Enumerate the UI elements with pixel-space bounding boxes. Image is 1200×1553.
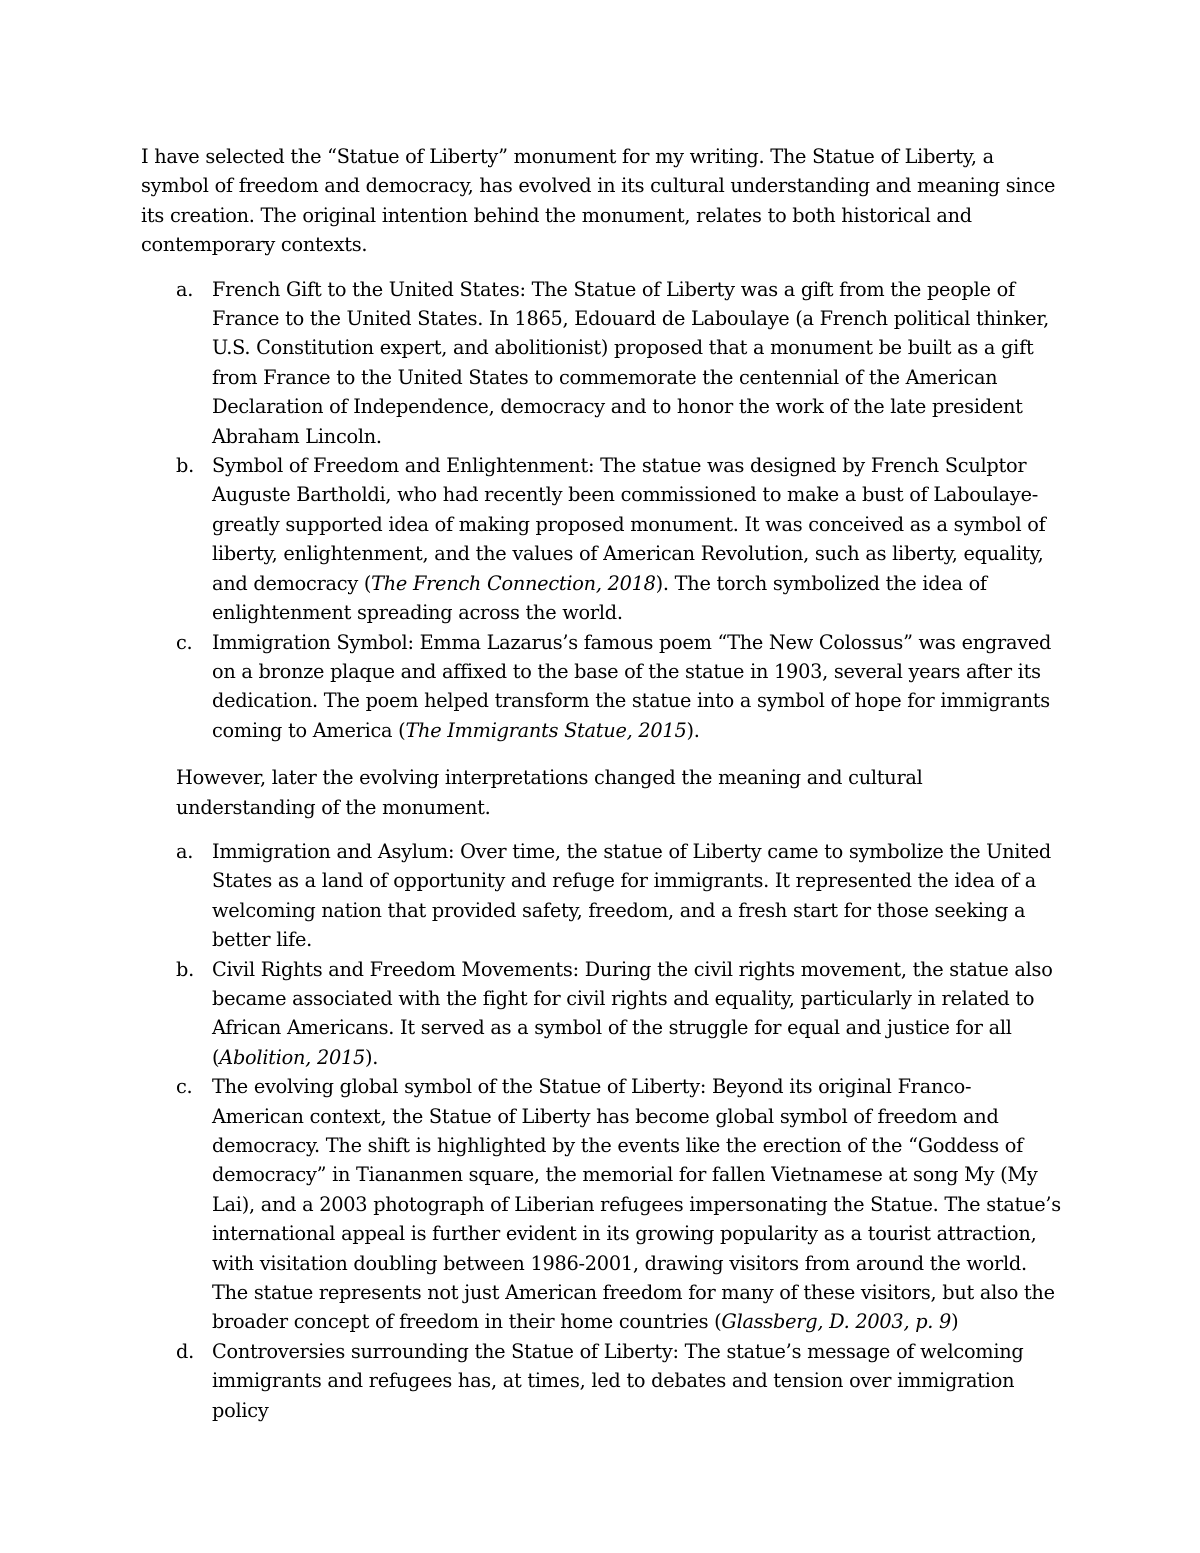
list-item bbox=[141, 451, 1061, 627]
document-body bbox=[141, 142, 1061, 1425]
list-marker: d. bbox=[176, 1339, 194, 1363]
list-item-text: Controversies surrounding the Statue of Liberty: The statue’s message of welcoming immigrants and refugees has, at times, led to debates and tension over immigration policy bbox=[212, 1339, 1024, 1422]
list-marker: a. bbox=[176, 277, 194, 301]
list-marker: b. bbox=[176, 454, 194, 478]
citation: The French Connection, 2018 bbox=[371, 571, 656, 595]
list-marker: b. bbox=[176, 957, 194, 981]
list-item-text: French Gift to the United States: The Statue of Liberty was a gift from the people of France to the United States. In 1865, Edouard de Laboulaye (a French political thinker, U.S. Constitution expert, and abolitionist) proposed that a monument be built as a gift from France to the United States to commemorate the centennial of the American Declaration of Independence, democracy and to honor the work of the late president Abraham Lincoln. bbox=[212, 277, 1050, 448]
evolving-interpretations-list bbox=[141, 837, 1061, 1425]
list-item-text: ). bbox=[686, 718, 700, 742]
citation: Glassberg, D. 2003, p. 9 bbox=[721, 1310, 952, 1334]
citation: The Immigrants Statue, 2015 bbox=[405, 718, 687, 742]
list-marker: a. bbox=[176, 839, 194, 863]
list-item bbox=[141, 1337, 1061, 1425]
list-item-text: Civil Rights and Freedom Movements: During the civil rights movement, the statue also became associated with the fight for civil rights and equality, particularly in related to African Americans. It served as a symbol of the struggle for equal and justice for all ( bbox=[212, 957, 1053, 1069]
list-item-text: ). bbox=[365, 1045, 379, 1069]
list-item bbox=[141, 1072, 1061, 1337]
list-item bbox=[141, 837, 1061, 955]
list-item-text: The evolving global symbol of the Statue of Liberty: Beyond its original Franco- American context, the Statue of Liberty has become global symbol of freedom and democracy. The shift is highlighted by the events like the erection of the “Goddess of democracy” in Tiananmen square, the memorial for fallen Vietnamese at song My (My Lai), and a 2003 photograph of Liberian refugees impersonating the Statue. The statue’s international appeal is further evident in its growing popularity as a tourist attraction, with visitation doubling between 1986-2001, drawing visitors from around the world. The statue represents not just American freedom for many of these visitors, but also the broader concept of freedom in their home countries ( bbox=[212, 1075, 1061, 1334]
list-item-text: Symbol of Freedom and Enlightenment: The statue was designed by French Sculptor Auguste Bartholdi, who had recently been commissioned to make a bust of Laboulaye- greatly supported idea of making proposed monument. It was conceived as a symbol of liberty, enlightenment, and the values of American Revolution, such as liberty, equality, and democracy ( bbox=[212, 454, 1046, 595]
list-item bbox=[141, 955, 1061, 1073]
list-item-text: ). The torch symbolized the idea of enlightenment spreading across the world. bbox=[212, 571, 987, 625]
list-item bbox=[141, 275, 1061, 451]
list-item-text: ) bbox=[951, 1310, 959, 1334]
list-marker: c. bbox=[176, 630, 193, 654]
list-item-text: Immigration and Asylum: Over time, the statue of Liberty came to symbolize the United States as a land of opportunity and refuge for immigrants. It represented the idea of a welcoming nation that provided safety, freedom, and a fresh start for those seeking a better life. bbox=[212, 839, 1051, 952]
list-item-text: Immigration Symbol: Emma Lazarus’s famous poem “The New Colossus” was engraved on a bronze plaque and affixed to the base of the statue in 1903, several years after its dedication. The poem helped transform the statue into a symbol of hope for immigrants coming to America ( bbox=[212, 630, 1052, 742]
original-intentions-list bbox=[141, 275, 1061, 746]
list-item bbox=[141, 628, 1061, 746]
intro-paragraph: I have selected the “Statue of Liberty” monument for my writing. The Statue of Liberty, a symbol of freedom and democracy, has evolved in its cultural understanding and meaning since its creation. The original intention behind the monument, relates to both historical and contemporary contexts. bbox=[141, 145, 1056, 257]
list-marker: c. bbox=[176, 1075, 193, 1099]
citation: Abolition, 2015 bbox=[219, 1045, 366, 1069]
transition-paragraph: However, later the evolving interpretations changed the meaning and cultural understanding of the monument. bbox=[176, 766, 923, 819]
